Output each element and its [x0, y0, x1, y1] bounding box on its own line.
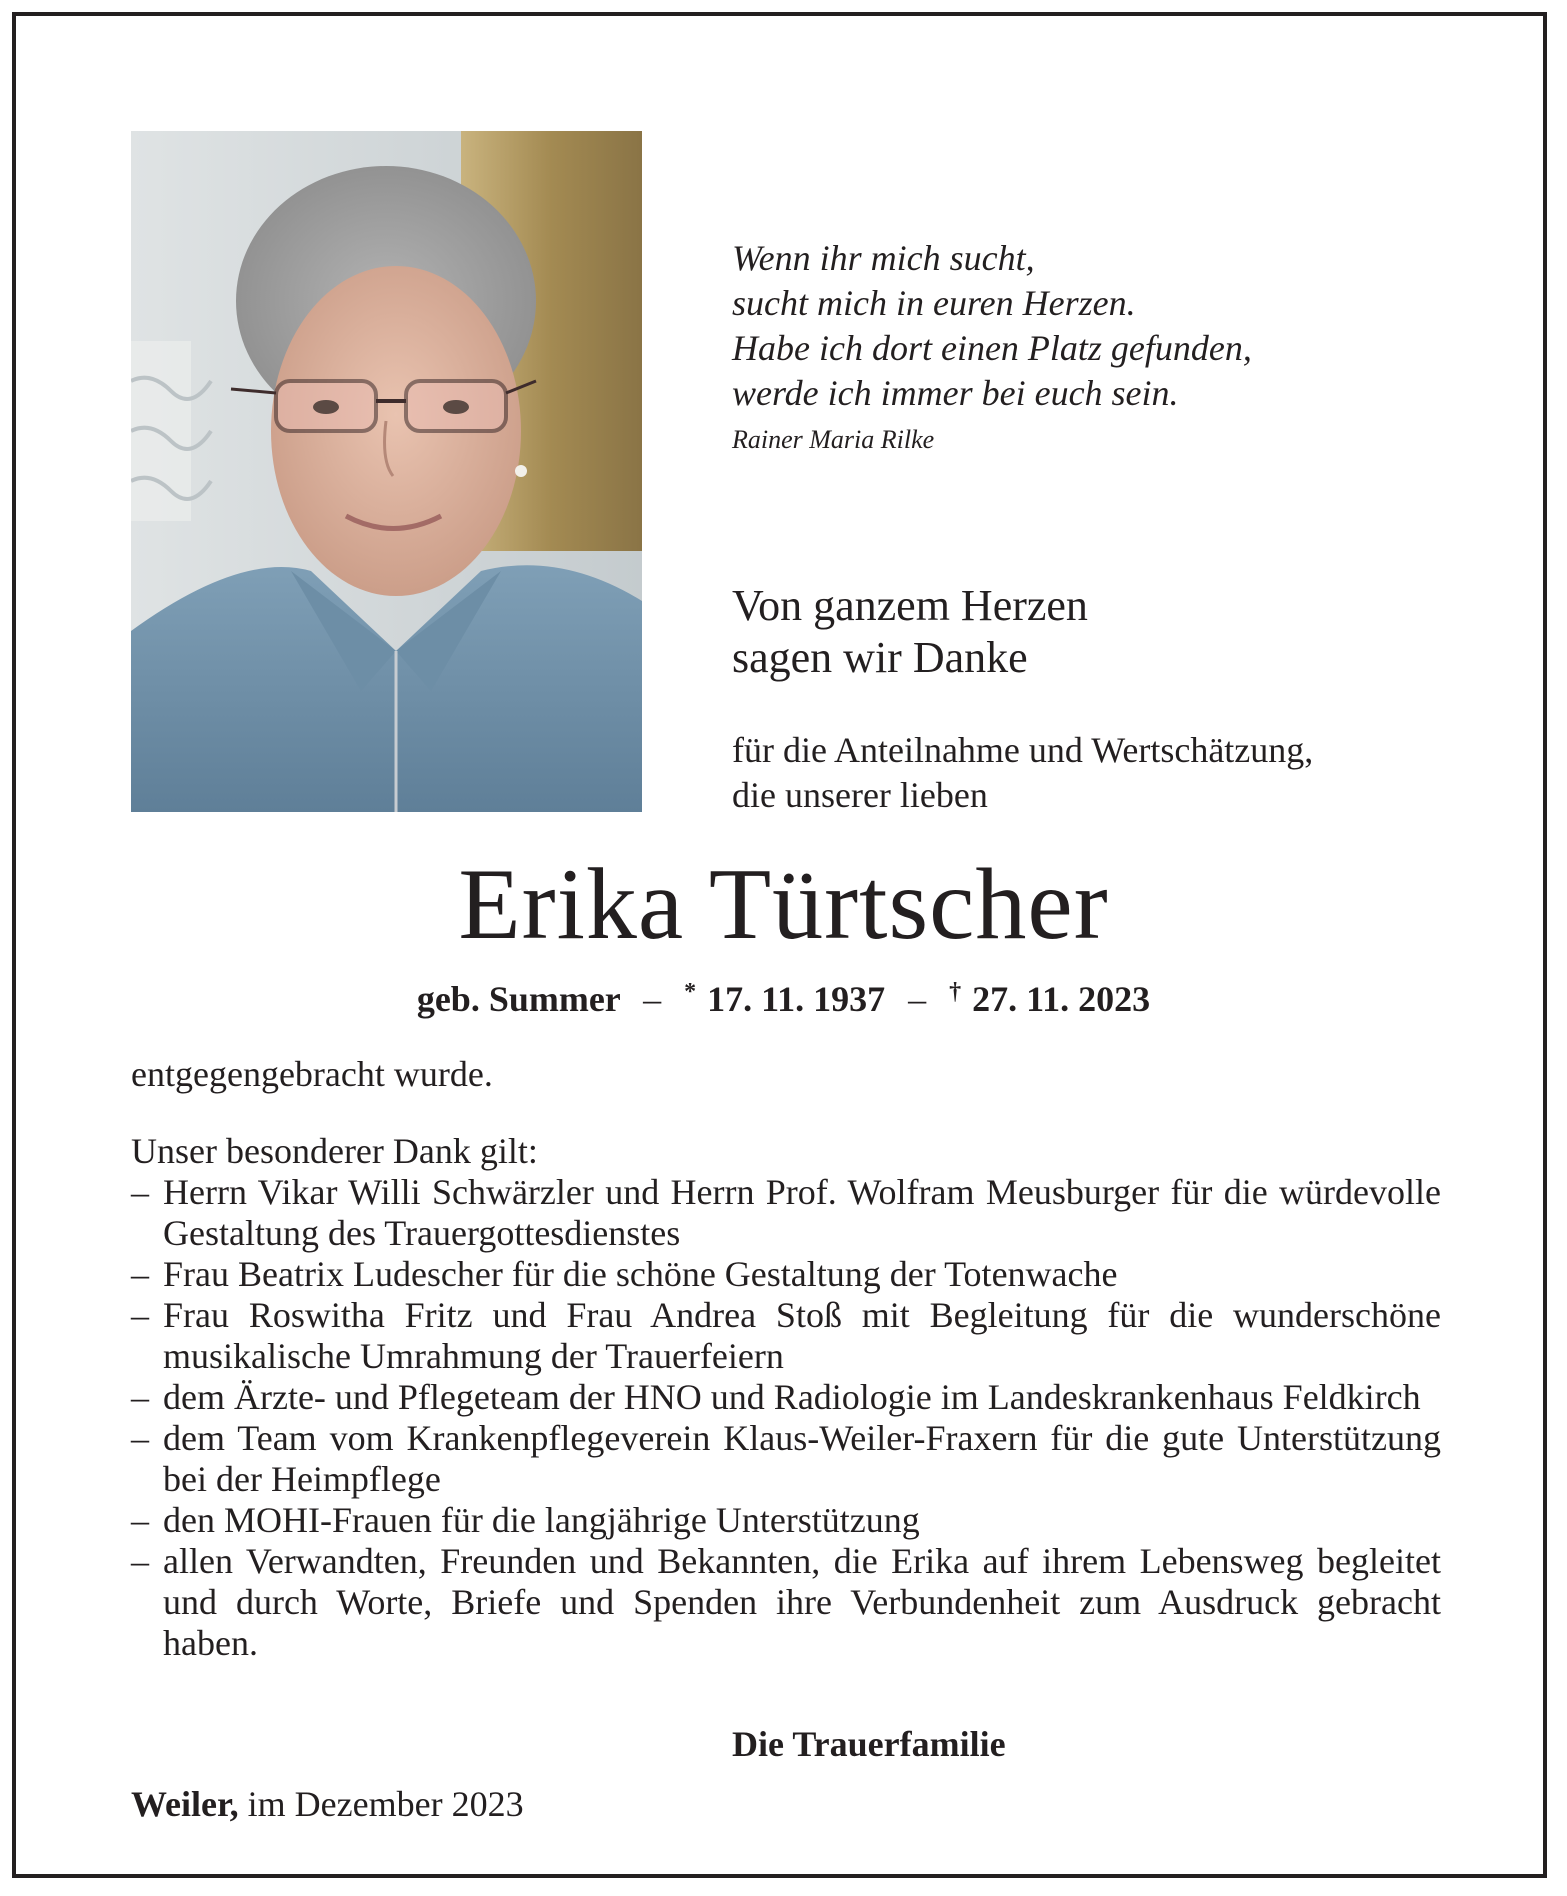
intro-text: entgegengebracht wurde. [131, 1054, 493, 1094]
list-dash: – [131, 1254, 149, 1294]
list-item [131, 1172, 1441, 1254]
poem-line: Wenn ihr mich sucht, [732, 238, 1035, 278]
list-dash: – [131, 1500, 149, 1540]
subtext-line: für die Anteilnahme und Wertschätzung, [732, 730, 1314, 770]
list-item-text: dem Team vom Krankenpflegeverein Klaus-Weiler-Fraxern für die gute Unterstützung bei der Heimpflege [163, 1418, 1441, 1499]
portrait-photo [131, 131, 642, 812]
poem-line: sucht mich in euren Herzen. [732, 283, 1136, 323]
body-text [131, 1054, 1441, 1664]
subtext-line: die unserer lieben [732, 775, 988, 815]
deceased-name: Erika Türtscher [458, 848, 1109, 961]
list-item [131, 1295, 1441, 1377]
list-heading: Unser besonderer Dank gilt: [131, 1131, 538, 1171]
birth-date: 17. 11. 1937 [707, 979, 886, 1019]
list-dash: – [131, 1295, 149, 1335]
list-item-text: allen Verwandten, Freunden und Bekannten, die Erika auf ihrem Lebensweg begleitet und durch Worte, Briefe und Spenden ihre Verbundenheit zum Ausdruck gebracht haben. [163, 1541, 1441, 1663]
place-date-text: im Dezember 2023 [247, 1784, 524, 1824]
list-item-text: den MOHI-Frauen für die langjährige Unterstützung [163, 1500, 920, 1540]
poem-line: werde ich immer bei euch sein. [732, 373, 1179, 413]
thanks-line: sagen wir Danke [732, 633, 1028, 682]
thanks-subtext [732, 728, 1492, 818]
thanks-list [131, 1172, 1441, 1664]
list-dash: – [131, 1541, 149, 1581]
place-town: Weiler, [131, 1784, 239, 1824]
thanks-heading [732, 580, 1492, 684]
list-item [131, 1500, 1441, 1541]
list-item-text: Herrn Vikar Willi Schwärzler und Herrn Prof. Wolfram Meusburger für die würdevolle Gestaltung des Trauergottesdienstes [163, 1172, 1441, 1253]
poem-quote [732, 236, 1432, 460]
dash-separator: – [643, 979, 662, 1019]
list-item [131, 1254, 1441, 1295]
life-dates [0, 968, 1567, 1023]
death-date: 27. 11. 2023 [972, 979, 1151, 1019]
signature: Die Trauerfamilie [732, 1724, 1006, 1764]
list-dash: – [131, 1418, 149, 1458]
list-item-text: dem Ärzte- und Pflegeteam der HNO und Radiologie im Landeskrankenhaus Feldkirch [163, 1377, 1421, 1417]
list-item [131, 1418, 1441, 1500]
birth-name: geb. Summer [416, 979, 621, 1019]
list-item-text: Frau Roswitha Fritz und Frau Andrea Stoß mit Begleitung für die wunderschöne musikalische Umrahmung der Trauerfeiern [163, 1295, 1441, 1376]
poem-author: Rainer Maria Rilke [732, 425, 935, 454]
place-date [131, 1782, 524, 1826]
list-item [131, 1377, 1441, 1418]
list-item-text: Frau Beatrix Ludescher für die schöne Gestaltung der Totenwache [163, 1254, 1118, 1294]
birth-symbol: * [684, 979, 697, 1005]
death-symbol: † [949, 979, 962, 1005]
list-item [131, 1541, 1441, 1664]
paragraph-spacer [131, 1095, 1441, 1131]
list-dash: – [131, 1172, 149, 1212]
poem-line: Habe ich dort einen Platz gefunden, [732, 328, 1252, 368]
thanks-line: Von ganzem Herzen [732, 581, 1088, 630]
dash-separator: – [908, 979, 927, 1019]
list-dash: – [131, 1377, 149, 1417]
